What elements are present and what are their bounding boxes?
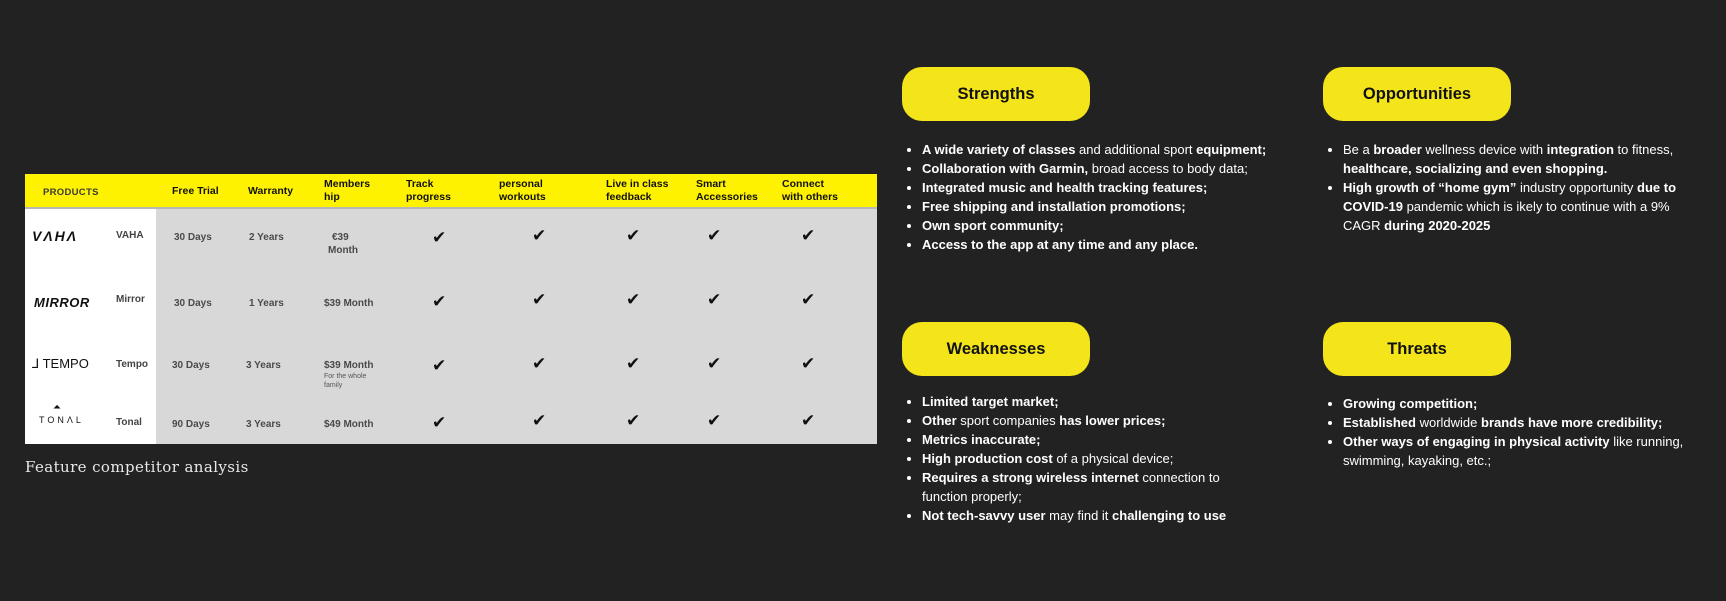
bold-text: Other ways of engaging in physical activity (1343, 434, 1610, 449)
check-icon: ✔ (532, 226, 547, 246)
header-membership-line2: hip (324, 191, 340, 203)
check-icon: ✔ (432, 413, 447, 433)
text: sport companies (956, 413, 1060, 428)
weaknesses-title: Weaknesses (902, 322, 1090, 376)
warranty-value: 2 Years (249, 232, 284, 243)
bold-text: A wide variety of classes (922, 142, 1076, 157)
opportunities-title: Opportunities (1323, 67, 1511, 121)
bold-text: brands have more credibility; (1481, 415, 1663, 430)
membership-value: $49 Month (324, 419, 374, 430)
mirror-logo: MIRROR (34, 295, 90, 310)
tempo-logo: ⅃ TEMPO (32, 356, 89, 371)
brand-name: Mirror (116, 294, 145, 305)
header-connect-others (782, 178, 838, 204)
bold-text: during 2020-2025 (1384, 218, 1491, 233)
check-icon: ✔ (532, 290, 547, 310)
check-icon: ✔ (532, 411, 547, 431)
table-row-tempo (25, 354, 877, 398)
bold-text: due to COVID-19 (1343, 180, 1677, 214)
list-item (1343, 413, 1703, 432)
check-icon: ✔ (626, 290, 641, 310)
header-free-trial: Free Trial (172, 185, 219, 197)
text: may find it (1045, 508, 1113, 523)
check-icon: ✔ (432, 292, 447, 312)
free-trial-value: 30 Days (174, 232, 212, 243)
free-trial-value: 90 Days (172, 419, 210, 430)
check-icon: ✔ (801, 226, 816, 246)
text: industry opportunity (1516, 180, 1638, 195)
warranty-value: 3 Years (246, 419, 281, 430)
bold-text: Growing competition; (1343, 396, 1478, 411)
bold-text: Free shipping and installation promotions; (922, 199, 1186, 214)
header-smart-line2: Accessories (696, 191, 758, 203)
header-track-line2: progress (406, 191, 451, 203)
header-smart-line1: Smart (696, 178, 726, 190)
list-item (922, 506, 1252, 525)
bold-text: Limited target market; (922, 394, 1059, 409)
text: pandemic which is ikely to continue with a 9% CAGR (1343, 199, 1670, 233)
weaknesses-list (902, 392, 1252, 525)
bold-text: broader (1373, 142, 1422, 157)
brand-name: Tonal (116, 417, 142, 428)
check-icon: ✔ (532, 354, 547, 374)
table-row-tonal (25, 402, 877, 442)
opportunities-list (1323, 140, 1688, 235)
bold-text: High growth of “home gym” (1343, 180, 1517, 195)
table-caption: Feature competitor analysis (25, 458, 249, 476)
bold-text: Other (922, 413, 957, 428)
check-icon: ✔ (626, 354, 641, 374)
check-icon: ✔ (707, 354, 722, 374)
header-membership (324, 178, 370, 204)
membership-amount: €39 (332, 232, 349, 243)
strengths-list (902, 140, 1302, 254)
text: and additional sport (1075, 142, 1197, 157)
text: wellness device with (1421, 142, 1547, 157)
membership-amount: $39 Month (324, 360, 374, 371)
check-icon: ✔ (707, 226, 722, 246)
text: worldwide (1415, 415, 1481, 430)
text: connection to function properly; (922, 470, 1220, 504)
text: broad access to body data; (1088, 161, 1248, 176)
bold-text: Metrics inaccurate; (922, 432, 1041, 447)
header-personal-line1: personal (499, 178, 543, 190)
list-item (922, 178, 1302, 197)
tonal-mark-icon: ⏶ (53, 402, 61, 413)
brand-name: Tempo (116, 359, 149, 370)
header-warranty: Warranty (248, 185, 294, 197)
list-item (922, 411, 1252, 430)
threats-list (1323, 394, 1703, 470)
check-icon: ✔ (432, 228, 447, 248)
list-item (922, 449, 1252, 468)
list-item (1343, 394, 1703, 413)
membership-note-line1: For the whole (324, 373, 367, 380)
header-membership-line1: Members (324, 178, 371, 190)
header-products: PRODUCTS (43, 187, 99, 198)
header-live-line2: feedback (606, 191, 652, 203)
warranty-value: 3 Years (246, 360, 281, 371)
text: to fitness, (1613, 142, 1674, 157)
bold-text: Integrated music and health tracking features; (922, 180, 1208, 195)
header-personal-workouts (499, 178, 546, 204)
free-trial-value: 30 Days (172, 360, 210, 371)
bold-text: equipment; (1196, 142, 1267, 157)
list-item (922, 430, 1252, 449)
header-live-line1: Live in class (606, 178, 669, 190)
list-item (922, 140, 1302, 159)
header-personal-line2: workouts (499, 191, 546, 203)
list-item (922, 197, 1302, 216)
bold-text: Access to the app at any time and any place. (922, 237, 1198, 252)
list-item (922, 216, 1302, 235)
competitor-table (25, 174, 877, 444)
check-icon: ✔ (801, 290, 816, 310)
list-item (922, 159, 1302, 178)
list-item (922, 468, 1252, 506)
list-item (1343, 178, 1688, 235)
bold-text: Established (1343, 415, 1416, 430)
header-smart-accessories (696, 178, 758, 204)
warranty-value: 1 Years (249, 298, 284, 309)
header-live-feedback (606, 178, 668, 204)
header-track-progress (406, 178, 451, 204)
bold-text: Collaboration with Garmin, (922, 161, 1089, 176)
header-connect-line1: Connect (782, 178, 824, 190)
brand-name: VAHA (116, 230, 144, 241)
header-connect-line2: with others (782, 191, 839, 203)
free-trial-value: 30 Days (174, 298, 212, 309)
membership-period: Month (328, 245, 358, 256)
table-header (25, 174, 877, 209)
check-icon: ✔ (801, 354, 816, 374)
check-icon: ✔ (626, 226, 641, 246)
tonal-logo: TONΛL (39, 415, 84, 425)
check-icon: ✔ (801, 411, 816, 431)
text: like running, swimming, kayaking, etc.; (1343, 434, 1684, 468)
check-icon: ✔ (432, 356, 447, 376)
bold-text: High production cost (922, 451, 1053, 466)
text: Be a (1343, 142, 1374, 157)
membership-value: $39 Month (324, 298, 374, 309)
bold-text: integration (1546, 142, 1614, 157)
bold-text: Own sport community; (922, 218, 1064, 233)
check-icon: ✔ (707, 411, 722, 431)
membership-value (328, 231, 358, 257)
list-item (922, 235, 1302, 254)
check-icon: ✔ (626, 411, 641, 431)
check-icon: ✔ (707, 290, 722, 310)
header-track-line1: Track (406, 178, 434, 190)
vaha-logo: VΛHΛ (32, 228, 79, 244)
bold-text: Requires a strong wireless internet (922, 470, 1139, 485)
membership-value (324, 359, 373, 390)
table-row-mirror (25, 292, 877, 332)
strengths-title: Strengths (902, 67, 1090, 121)
membership-note-line2: family (324, 382, 343, 389)
list-item (922, 392, 1252, 411)
bold-text: challenging to use (1112, 508, 1227, 523)
bold-text: healthcare, socializing and even shopping. (1343, 161, 1608, 176)
bold-text: has lower prices; (1059, 413, 1166, 428)
text: of a physical device; (1052, 451, 1174, 466)
bold-text: Not tech-savvy user (922, 508, 1046, 523)
table-row-vaha (25, 228, 877, 268)
threats-title: Threats (1323, 322, 1511, 376)
list-item (1343, 140, 1688, 178)
list-item (1343, 432, 1703, 470)
